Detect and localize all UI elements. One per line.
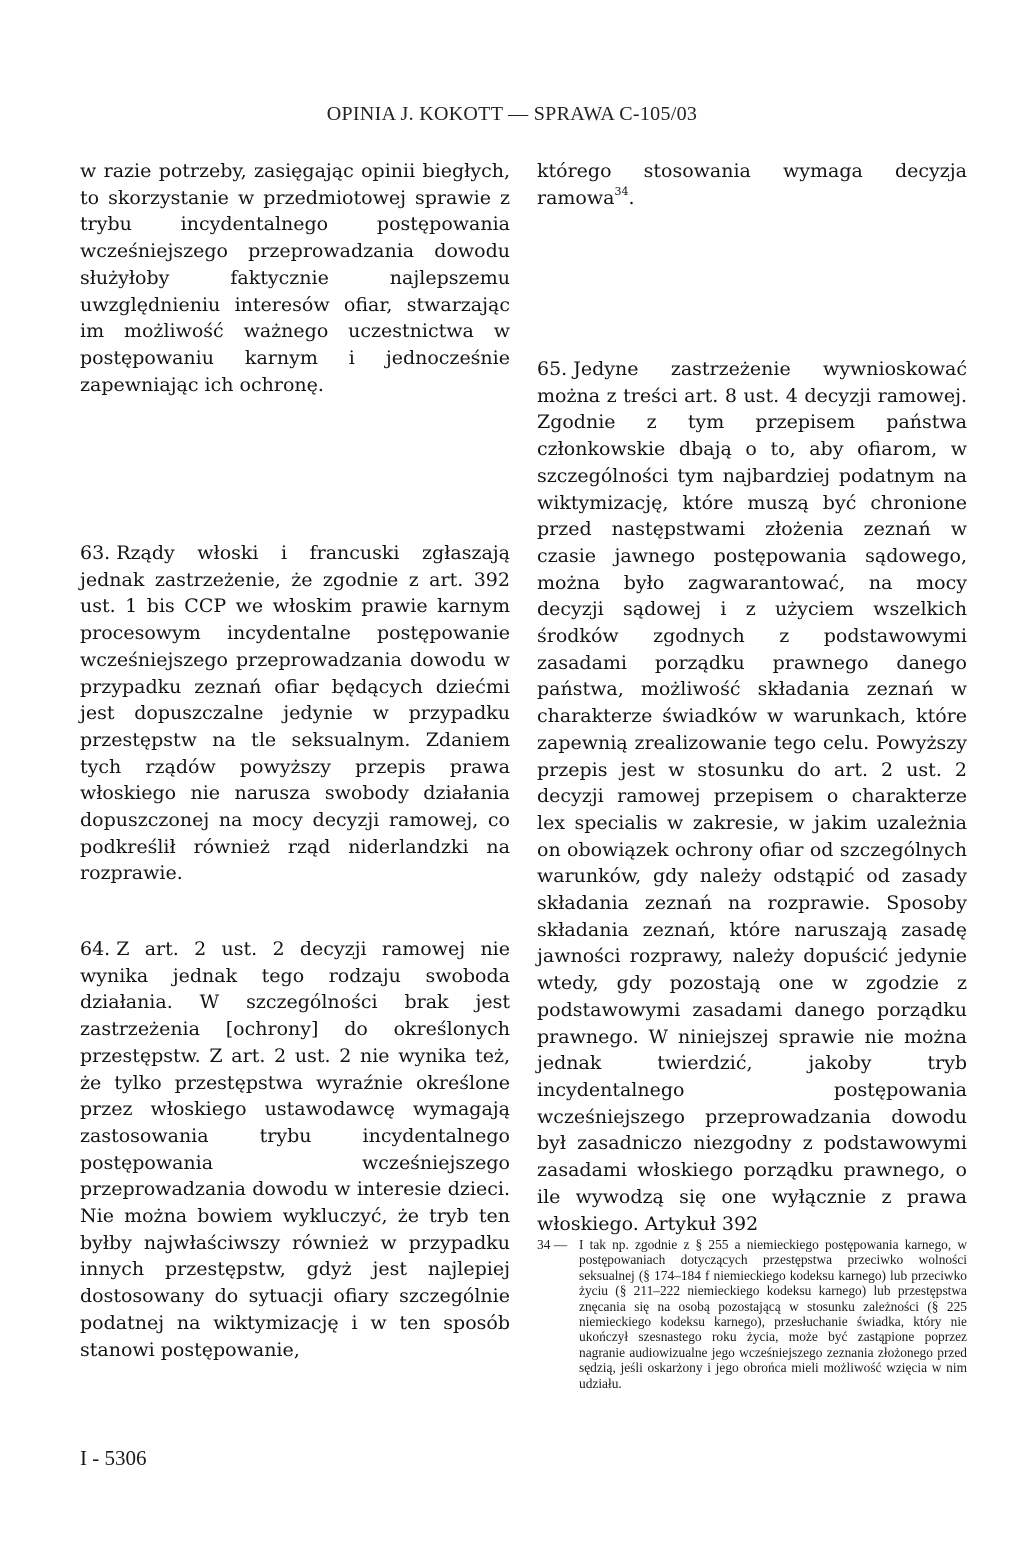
footnote-marker: 34 — <box>537 1237 568 1252</box>
paragraph-text: Rządy włoski i francuski zgłaszają jednak zastrzeżenie, że zgodnie z art. 392 ust. 1 bis CCP we włoskim prawie karnym procesowym incydentalne postępowanie wcześniejszego przeprowadzania dowodu w przypadku zeznań ofiar będących dziećmi jest dopuszczalne jedynie w przypadku przestępstw na tle seksualnym. Zdaniem tych rządów powyższy przepis prawa włoskiego nie narusza swobody działania dopuszczonej na mocy decyzji ramowej, co podkreślił również rząd niderlandzki na rozprawie. <box>80 542 510 885</box>
paragraph-number: 63. <box>80 542 111 564</box>
paragraph-continuation-right <box>537 158 967 211</box>
footnote-34 <box>537 1237 967 1391</box>
footnote-text: I tak np. zgodnie z § 255 a niemieckiego postępowania karnego, w postępowaniach dotyczących przestępstwa przeciwko wolności seksualnej (§ 174–184 f niemieckiego kodeksu karnego) lub przeciwko życiu (§ 211–222 niemieckiego kodeksu karnego) lub przestępstwa znęcania się na osobą pozostającą w stosunku zależności (§ 225 niemieckiego kodeksu karnego), przesłuchanie świadka, który nie ukończył szesnastego roku życia, może być zastąpione poprzez nagranie audiowizualne jego wcześniejszego zeznania złożonego przed sędzią, jeśli oskarżony i jego obrońca mieli możliwość wzięcia w nim udziału. <box>579 1237 967 1391</box>
paragraph-65 <box>537 356 967 1237</box>
paragraph-text: Z art. 2 ust. 2 decyzji ramowej nie wynika jednak tego rodzaju swoboda działania. W szczególności brak jest zastrzeżenia [ochrony] do określonych przestępstw. Z art. 2 ust. 2 nie wynika też, że tylko przestępstwa wyraźnie określone przez włoskiego ustawodawcę wymagają zastosowania trybu incydentalnego postępowania wcześniejszego przeprowadzania dowodu w interesie dzieci. Nie można bowiem wykluczyć, że tryb ten byłby najwłaściwszy również w przypadku innych przestępstw, gdyż jest najlepiej dostosowany do sytuacji ofiary szczególnie podatnej na wiktymizację i w ten sposób stanowi postępowanie, <box>80 938 510 1361</box>
paragraph-text: którego stosowania wymaga decyzja ramowa <box>537 160 967 209</box>
paragraph-number: 64. <box>80 938 111 960</box>
footnote-reference[interactable]: 34 <box>614 185 629 199</box>
paragraph-64 <box>80 936 510 1363</box>
running-head: OPINIA J. KOKOTT — SPRAWA C-105/03 <box>326 103 698 125</box>
paragraph-text: Jedyne zastrzeżenie wywnioskować można z treści art. 8 ust. 4 decyzji ramowej. Zgodnie z tym przepisem państwa członkowskie dbają o to, aby ofiarom, w szczególności tym najbardziej podatnym na wiktymizację, które muszą być chronione przed następstwami złożenia zeznań w czasie jawnego postępowania sądowego, można było zagwarantować, na mocy decyzji sądowej i z użyciem wszelkich środków zgodnych z podstawowymi zasadami porządku prawnego danego państwa, możliwość składania zeznań w charakterze świadków w warunkach, które zapewnią zrealizowanie tego celu. Powyższy przepis jest w stosunku do art. 2 ust. 2 decyzji ramowej przepisem o charakterze lex specialis w zakresie, w jakim uzależnia on obowiązek ochrony ofiar od szczególnych warunków, gdy należy odstąpić od zasady składania zeznań na rozprawie. Sposoby składania zeznań, które naruszają zasadę jawności rozprawy, należy dopuścić jedynie wtedy, gdy pozostają one w zgodzie z podstawowymi zasadami danego porządku prawnego. W niniejszej sprawie nie można jednak twierdzić, jakoby tryb incydentalnego postępowania wcześniejszego przeprowadzania dowodu był zasadniczo niezgodny z podstawowymi zasadami włoskiego porządku prawnego, o ile wywodzą się one wyłącznie z prawa włoskiego. Artykuł 392 <box>537 358 967 1235</box>
page-number: I - 5306 <box>80 1446 147 1470</box>
sentence-end: . <box>628 186 635 209</box>
paragraph-continuation-left: w razie potrzeby, zasięgając opinii biegłych, to skorzystanie w przedmiotowej sprawie z trybu incydentalnego postępowania wcześniejszego przeprowadzania dowodu służyłoby faktycznie najlepszemu uwzględnieniu interesów ofiar, stwarzając im możliwość ważnego uczestnictwa w postępowaniu karnym i jednocześnie zapewniając ich ochronę. <box>80 160 510 396</box>
paragraph-number: 65. <box>537 358 568 380</box>
paragraph-63 <box>80 540 510 887</box>
